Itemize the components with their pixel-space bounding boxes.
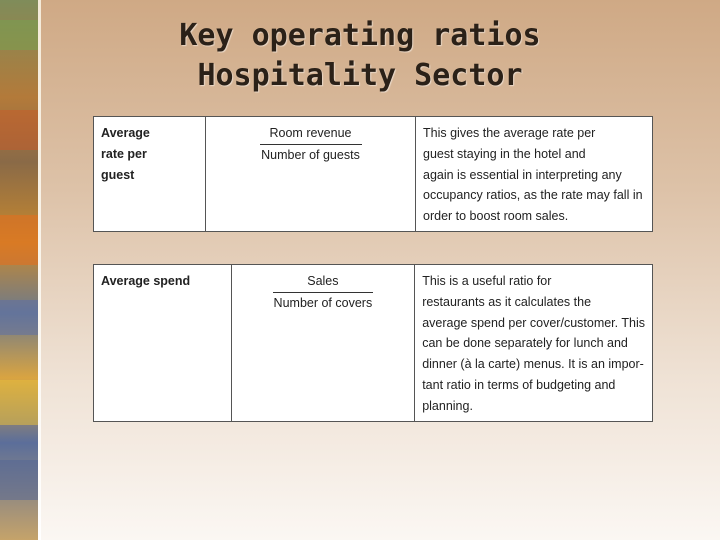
description-line: average spend per cover/customer. This	[422, 315, 645, 330]
ratio-name-line: Average spend	[101, 274, 191, 288]
description-line: again is essential in interpreting any	[423, 167, 622, 182]
description-line: dinner (à la carte) menus. It is an impor-	[422, 357, 644, 372]
formula-numerator: Sales	[273, 271, 372, 293]
description-line: This is a useful ratio for	[422, 274, 552, 288]
description-line: This gives the average rate per	[423, 126, 596, 140]
description-line: occupancy ratios, as the rate may fall in	[423, 188, 643, 203]
description-line: planning.	[422, 398, 473, 413]
ratio-name-line: rate per	[101, 146, 147, 161]
description-line: can be done separately for lunch and	[422, 336, 628, 351]
ratio-table-average-rate	[93, 116, 653, 232]
table-row	[94, 265, 653, 422]
description-line: tant ratio in terms of budgeting and	[422, 377, 616, 392]
ratio-formula-cell	[206, 117, 416, 232]
description-line: restaurants as it calculates the	[422, 294, 592, 309]
title-line-2: Hospitality Sector	[197, 58, 523, 93]
formula-numerator: Room revenue	[260, 123, 362, 145]
title-line-1: Key operating ratios	[179, 18, 541, 53]
ratio-description-cell	[416, 117, 653, 232]
ratio-name-cell	[94, 117, 206, 232]
decorative-side-image	[0, 0, 38, 540]
ratio-name-line: Average	[101, 126, 150, 140]
description-line: order to boost room sales.	[423, 209, 569, 224]
table-row	[94, 117, 653, 232]
ratio-formula-cell	[231, 265, 415, 422]
description-line: guest staying in the hotel and	[423, 146, 586, 161]
ratio-name-line: guest	[101, 167, 135, 182]
ratio-description-cell	[415, 265, 653, 422]
ratio-name-cell	[94, 265, 232, 422]
formula-denominator: Number of guests	[261, 147, 360, 162]
slide-title	[90, 16, 630, 96]
ratio-table-average-spend	[93, 264, 653, 422]
side-image-edge	[38, 0, 41, 540]
formula-denominator: Number of covers	[273, 295, 373, 310]
